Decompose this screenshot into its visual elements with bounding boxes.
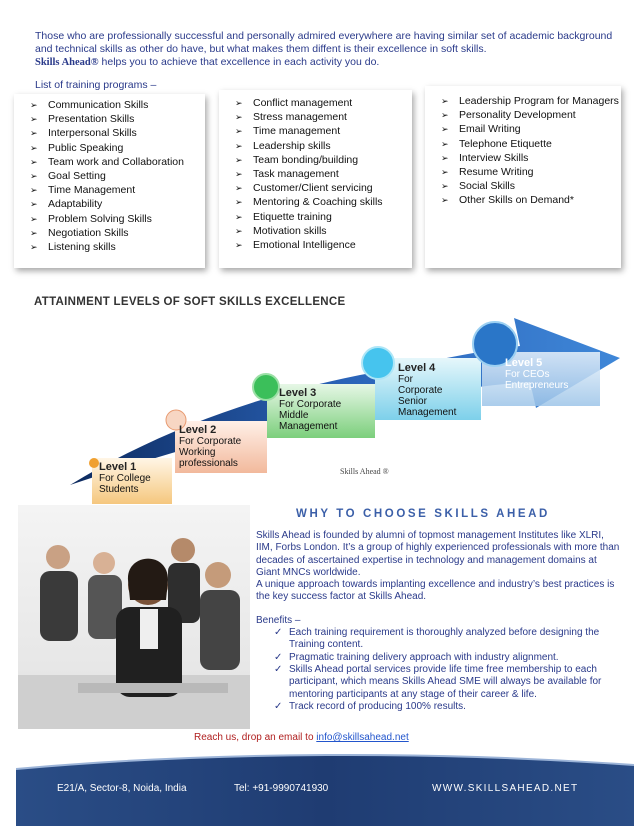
program-item: ➢ Time management (231, 124, 412, 138)
benefit-item: ✓ Track record of producing 100% results. (256, 701, 622, 713)
level-3-desc-1: For Corporate (279, 399, 342, 410)
intro-line-3-rest: helps you to achieve that excellence in each activity you do. (98, 56, 380, 68)
level-4-label (398, 363, 456, 418)
level-3-dot (253, 374, 279, 400)
programs-list-title: List of training programs – (35, 79, 157, 91)
level-2-label (179, 425, 241, 469)
programs-box-2 (219, 90, 412, 268)
program-item: ➢ Time Management (26, 183, 205, 197)
level-2-desc-2: Working (179, 447, 216, 458)
level-3-desc-2: Middle (279, 410, 309, 421)
footer-website[interactable]: WWW.SKILLSAHEAD.NET (432, 783, 579, 794)
intro-text (35, 30, 615, 69)
level-2-desc-1: For Corporate (179, 436, 242, 447)
level-4-desc-2: Corporate (398, 385, 443, 396)
benefit-item: ✓ Skills Ahead portal services provide life time free membership to each participant, which means Skills Ahead SME will always be available for mentoring participants at any stage of their career & life. (256, 664, 622, 701)
program-item: ➢ Presentation Skills (26, 112, 205, 126)
level-1-name: Level 1 (99, 461, 137, 473)
level-5-desc-1: For CEOs (505, 369, 550, 380)
level-1-desc-2: Students (99, 484, 139, 495)
level-5-desc-2: Entrepreneurs (505, 380, 569, 391)
program-item: ➢ Emotional Intelligence (231, 238, 412, 252)
footer-phone: Tel: +91-9990741930 (234, 783, 329, 794)
footer-address: E21/A, Sector-8, Noida, India (57, 783, 187, 794)
level-3-label (279, 388, 341, 432)
intro-line-1: Those who are professionally successful and personally admired everywhere are having similar set of academic background (35, 30, 613, 42)
level-1-dot (89, 458, 99, 468)
level-4-desc-4: Management (398, 407, 457, 418)
program-item: ➢ Interview Skills (437, 151, 621, 165)
why-para-2: A unique approach towards implanting excellence and industry’s best practices is the key success factor at Skills Ahead. (256, 579, 615, 603)
attainment-watermark: Skills Ahead ® (340, 467, 389, 476)
benefit-item: ✓ Pragmatic training delivery approach with industry alignment. (256, 652, 622, 664)
contact-text: Reach us, drop an email to (194, 732, 317, 743)
benefits-list (256, 627, 622, 713)
intro-line-3 (35, 56, 615, 69)
level-4-desc-1: For (398, 374, 413, 385)
level-1-label (99, 462, 151, 495)
program-item: ➢ Public Speaking (26, 141, 205, 155)
programs-box-1 (14, 94, 205, 268)
benefit-item: ✓ Each training requirement is thoroughly analyzed before designing the Training content. (256, 627, 622, 652)
program-item: ➢ Leadership Program for Managers (437, 94, 621, 108)
level-4-desc-3: Senior (398, 396, 427, 407)
why-para-1: Skills Ahead is founded by alumni of topmost management Institutes like XLRI, IIM, Forbs London. It’s a group of highly experienced professionals with more than decades of ascertained expertise in technology and management domains at Giant MNCs worldwide. (256, 530, 620, 578)
program-item: ➢ Listening skills (26, 240, 205, 254)
intro-line-2: and technical skills as other do have, but what makes them diffent is their excellence in soft skills. (35, 43, 487, 55)
program-item: ➢ Personality Development (437, 108, 621, 122)
level-3-desc-3: Management (279, 421, 338, 432)
why-choose-title: WHY TO CHOOSE SKILLS AHEAD (296, 508, 550, 520)
level-2-desc-3: professionals (179, 458, 238, 469)
program-item: ➢ Interpersonal Skills (26, 126, 205, 140)
attainment-title: ATTAINMENT LEVELS OF SOFT SKILLS EXCELLENCE (34, 296, 346, 308)
program-item: ➢ Communication Skills (26, 98, 205, 112)
team-photo (18, 505, 250, 729)
program-item: ➢ Customer/Client servicing (231, 181, 412, 195)
program-item: ➢ Resume Writing (437, 165, 621, 179)
program-item: ➢ Team work and Collaboration (26, 155, 205, 169)
program-item: ➢ Team bonding/building (231, 153, 412, 167)
level-2-name: Level 2 (179, 424, 217, 436)
program-item: ➢ Negotiation Skills (26, 226, 205, 240)
program-item: ➢ Other Skills on Demand* (437, 193, 621, 207)
level-4-dot (362, 347, 394, 379)
program-item: ➢ Adaptability (26, 197, 205, 211)
level-3-name: Level 3 (279, 387, 317, 399)
program-item: ➢ Leadership skills (231, 139, 412, 153)
program-item: ➢ Motivation skills (231, 224, 412, 238)
program-item: ➢ Goal Setting (26, 169, 205, 183)
program-item: ➢ Social Skills (437, 179, 621, 193)
level-4-name: Level 4 (398, 362, 436, 374)
why-choose-body (256, 530, 622, 713)
program-item: ➢ Conflict management (231, 96, 412, 110)
program-item: ➢ Task management (231, 167, 412, 181)
program-item: ➢ Stress management (231, 110, 412, 124)
benefits-title: Benefits – (256, 614, 301, 626)
program-item: ➢ Problem Solving Skills (26, 212, 205, 226)
program-item: ➢ Email Writing (437, 122, 621, 136)
program-item: ➢ Etiquette training (231, 210, 412, 224)
contact-email-link[interactable]: info@skillsahead.net (316, 732, 409, 743)
level-5-label (505, 358, 568, 391)
level-1-desc-1: For College (99, 473, 151, 484)
programs-box-3 (425, 86, 621, 268)
program-item: ➢ Telephone Etiquette (437, 137, 621, 151)
level-5-name: Level 5 (505, 357, 543, 369)
contact-line (194, 732, 409, 743)
program-item: ➢ Mentoring & Coaching skills (231, 195, 412, 209)
brand-name: Skills Ahead® (35, 57, 99, 68)
